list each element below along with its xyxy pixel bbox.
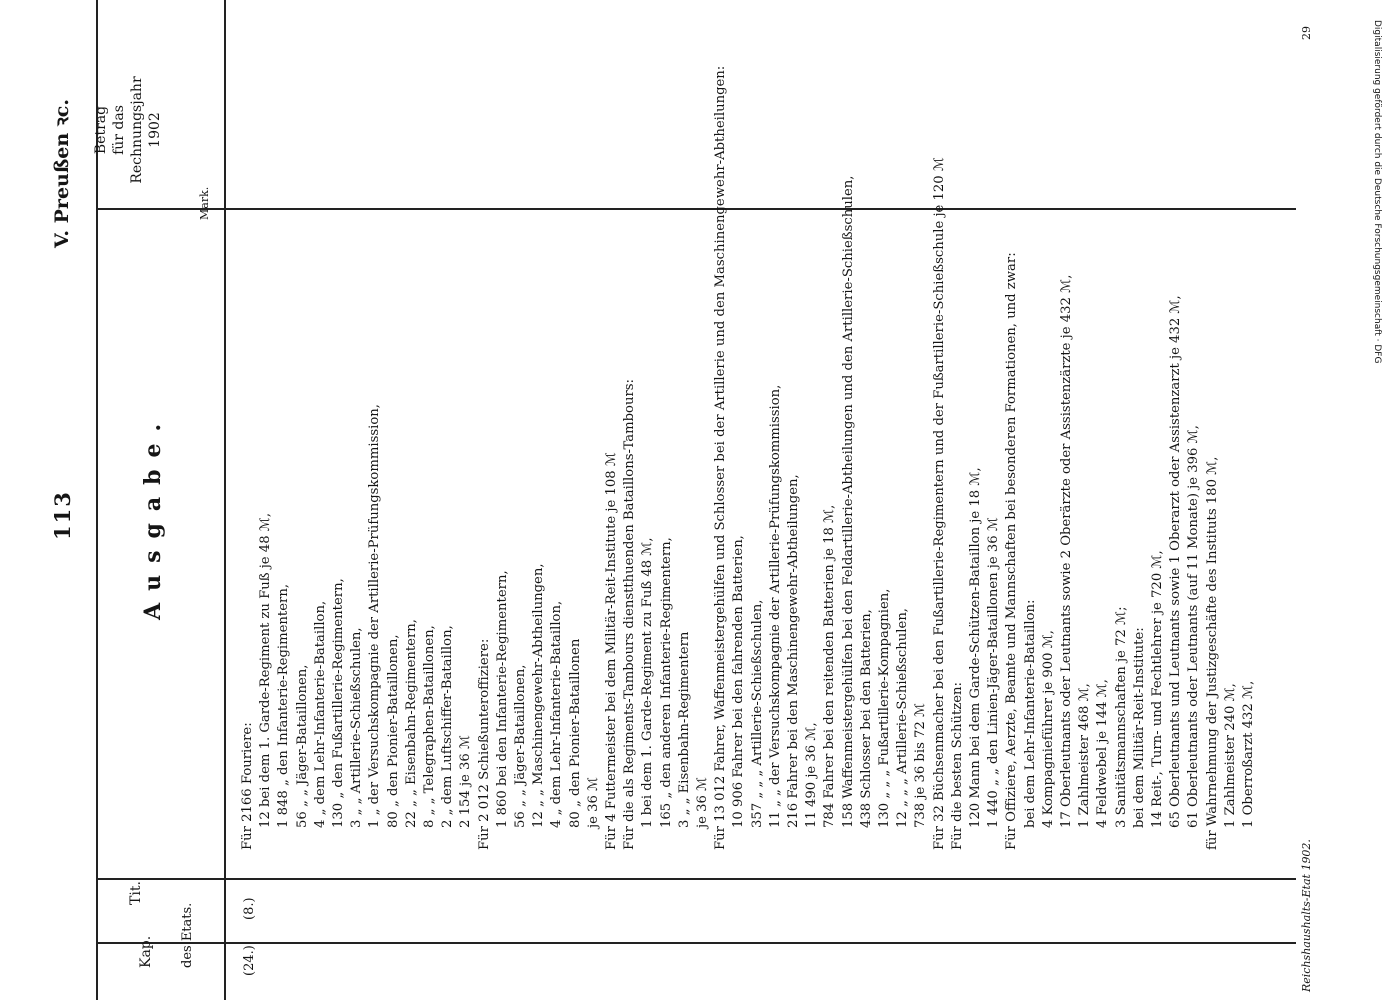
body-line: bei dem Militär-Reit-Institute: bbox=[1131, 627, 1147, 828]
body-line: 4 „ dem Lehr-Infanterie-Bataillon, bbox=[549, 600, 565, 828]
body-line: 1 bei dem 1. Garde-Regiment zu Fuß 48 ℳ, bbox=[640, 537, 656, 828]
body-line: 80 „ den Pionier-Bataillonen bbox=[567, 638, 583, 828]
dfg-credit-text: Digitalisierung gefördert durch die Deutsche Forschungsgemeinschaft · DFG bbox=[1372, 20, 1382, 364]
etat-header: des Etats. bbox=[180, 902, 195, 968]
body-line: 1 „ der Versuchskompagnie der Artillerie-Prüfungskommission, bbox=[367, 404, 383, 828]
betrag-header-line: Betrag bbox=[93, 105, 109, 155]
body-line: 1 Zahlmeister 468 ℳ, bbox=[1077, 683, 1093, 828]
betrag-column-rule bbox=[96, 208, 1296, 210]
body-line: 12 bei dem 1. Garde-Regiment zu Fuß je 48 ℳ, bbox=[258, 512, 274, 828]
kap-value: (24.) bbox=[242, 945, 257, 976]
body-line: Für 13 012 Fahrer, Waffenmeistergehülfen und Schlosser bei der Artillerie und den Maschinengewehr-Abtheilungen: bbox=[713, 65, 729, 850]
betrag-header bbox=[92, 40, 164, 220]
betrag-unit: Mark. bbox=[198, 186, 211, 220]
body-line: 2 154 je 36 ℳ bbox=[458, 734, 474, 828]
body-line: 1 440 „ „ den Linien-Jäger-Bataillonen je 36 ℳ bbox=[986, 517, 1002, 828]
sheet-number: 29 bbox=[1300, 26, 1313, 40]
body-line: 8 „ „ Telegraphen-Bataillonen, bbox=[422, 625, 437, 828]
body-line: 738 je 36 bis 72 ℳ bbox=[913, 702, 929, 828]
kap-column-rule bbox=[96, 942, 1296, 944]
tit-header: Tit. bbox=[128, 881, 144, 905]
body-line: 4 Feldwebel je 144 ℳ, bbox=[1095, 679, 1111, 828]
body-line: 130 „ „ „ Fußartillerie-Kompagnien, bbox=[877, 588, 892, 828]
body-line: je 36 ℳ bbox=[695, 776, 710, 828]
body-line: je 36 ℳ bbox=[585, 776, 601, 828]
body-line: Für 2 012 Schießunteroffiziere: bbox=[476, 638, 492, 850]
footer-etat: Reichshaushalts-Etat 1902. bbox=[1300, 839, 1313, 992]
tit-column-rule bbox=[96, 878, 1296, 880]
betrag-header-line: Rechnungsjahr bbox=[129, 76, 145, 184]
body-line: 165 „ den anderen Infanterie-Regimentern, bbox=[658, 537, 674, 828]
body-line: 4 „ dem Lehr-Infanterie-Bataillon, bbox=[312, 600, 328, 828]
body-line: 1 Zahlmeister 240 ℳ, bbox=[1222, 683, 1238, 828]
body-line: 4 Kompagnieführer je 900 ℳ, bbox=[1040, 630, 1056, 828]
kap-header: Kap. bbox=[138, 935, 154, 968]
betrag-header-line: 1902 bbox=[147, 112, 163, 148]
body-line: 1 860 bei den Infanterie-Regimentern, bbox=[494, 570, 510, 828]
body-line: 80 „ den Pionier-Bataillonen, bbox=[385, 634, 401, 828]
body-line: 56 „ „ Jäger-Bataillonen, bbox=[294, 664, 310, 828]
body-line: 357 „ „ „ Artillerie-Schießschulen, bbox=[749, 599, 765, 828]
body-line: 2 „ dem Luftschiffer-Bataillon, bbox=[440, 625, 456, 828]
body-line: 11 490 je 36 ℳ, bbox=[804, 722, 820, 828]
body-line: 784 Fahrer bei den reitenden Batterien je 18 ℳ, bbox=[822, 504, 838, 828]
body-line: Für die als Regiments-Tambours dienstthuenden Bataillons-Tambours: bbox=[622, 379, 638, 850]
body-line: bei dem Lehr-Infanterie-Bataillon: bbox=[1022, 599, 1038, 828]
dfg-credit bbox=[1372, 20, 1382, 980]
body-line: 3 Sanitätsmannschaften je 72 ℳ; bbox=[1113, 606, 1129, 828]
body-line: 10 906 Fahrer bei den fahrenden Batterien, bbox=[731, 535, 747, 828]
body-line: 65 Oberleutnants und Leutnants sowie 1 Oberarzt oder Assistenzarzt je 432 ℳ, bbox=[1168, 295, 1184, 828]
body-line: für Wahrnehmung der Justizgeschäfte des Instituts 180 ℳ, bbox=[1204, 456, 1220, 850]
body-line: 3 „ „ Artillerie-Schießschulen, bbox=[349, 627, 365, 828]
body-line: 120 Mann bei dem Garde-Schützen-Bataillon je 18 ℳ, bbox=[968, 467, 983, 828]
body-line: 56 „ „ Jäger-Bataillonen, bbox=[513, 664, 528, 828]
body-line: Für die besten Schützen: bbox=[949, 682, 965, 850]
section-title: V. Preußen ꝛc. bbox=[51, 99, 73, 248]
body-line: 1 848 „ den Infanterie-Regimentern, bbox=[276, 583, 292, 828]
body-line: Für 32 Büchsenmacher bei den Fußartillerie-Regimentern und der Fußartillerie-Schießschule je 120 ℳ bbox=[931, 157, 947, 850]
table-header-rule bbox=[224, 0, 226, 1000]
body-line: 3 „ „ Eisenbahn-Regimentern bbox=[676, 631, 692, 828]
body-line: 14 Reit-, Turn- und Fechtlehrer je 720 ℳ, bbox=[1150, 550, 1165, 828]
body-line: 158 Waffenmeistergehülfen bei den Feldartillerie-Abtheilungen und den Artillerie-Schießschulen, bbox=[840, 175, 856, 828]
body-line: 1 Oberroßarzt 432 ℳ, bbox=[1241, 680, 1256, 828]
body-line: 11 „ „ der Versuchskompagnie der Artillerie-Prüfungskommission, bbox=[767, 384, 783, 828]
body-line: 17 Oberleutnants oder Leutnants sowie 2 Oberärzte oder Assistenzärzte je 432 ℳ, bbox=[1059, 274, 1074, 828]
body-text bbox=[240, 65, 1290, 850]
betrag-header-line: für das bbox=[111, 105, 127, 155]
body-line: Für 4 Futtermeister bei dem Militär-Reit-Institute je 108 ℳ bbox=[604, 452, 619, 850]
body-line: Für 2166 Fouriere: bbox=[240, 722, 255, 850]
body-line: 438 Schlosser bei den Batterien, bbox=[858, 609, 874, 828]
page-number: 113 bbox=[50, 490, 75, 540]
body-line: 12 „ „ „ Artillerie-Schießschulen, bbox=[895, 607, 911, 828]
body-line: 216 Fahrer bei den Maschinengewehr-Abtheilungen, bbox=[786, 474, 801, 828]
tit-value: (8.) bbox=[242, 897, 257, 920]
body-line: 61 Oberleutnants oder Leutnants (auf 11 Monate) je 396 ℳ, bbox=[1186, 425, 1202, 828]
body-line: 12 „ „ Maschinengewehr-Abtheilungen, bbox=[531, 563, 547, 828]
body-line: Für Offiziere, Aerzte, Beamte und Mannschaften bei besonderen Formationen, und zwar: bbox=[1004, 252, 1020, 850]
body-line: 22 „ „ Eisenbahn-Regimentern, bbox=[403, 619, 419, 828]
page-heading: Ausgabe. bbox=[140, 411, 166, 620]
body-line: 130 „ den Fußartillerie-Regimentern, bbox=[331, 578, 346, 828]
